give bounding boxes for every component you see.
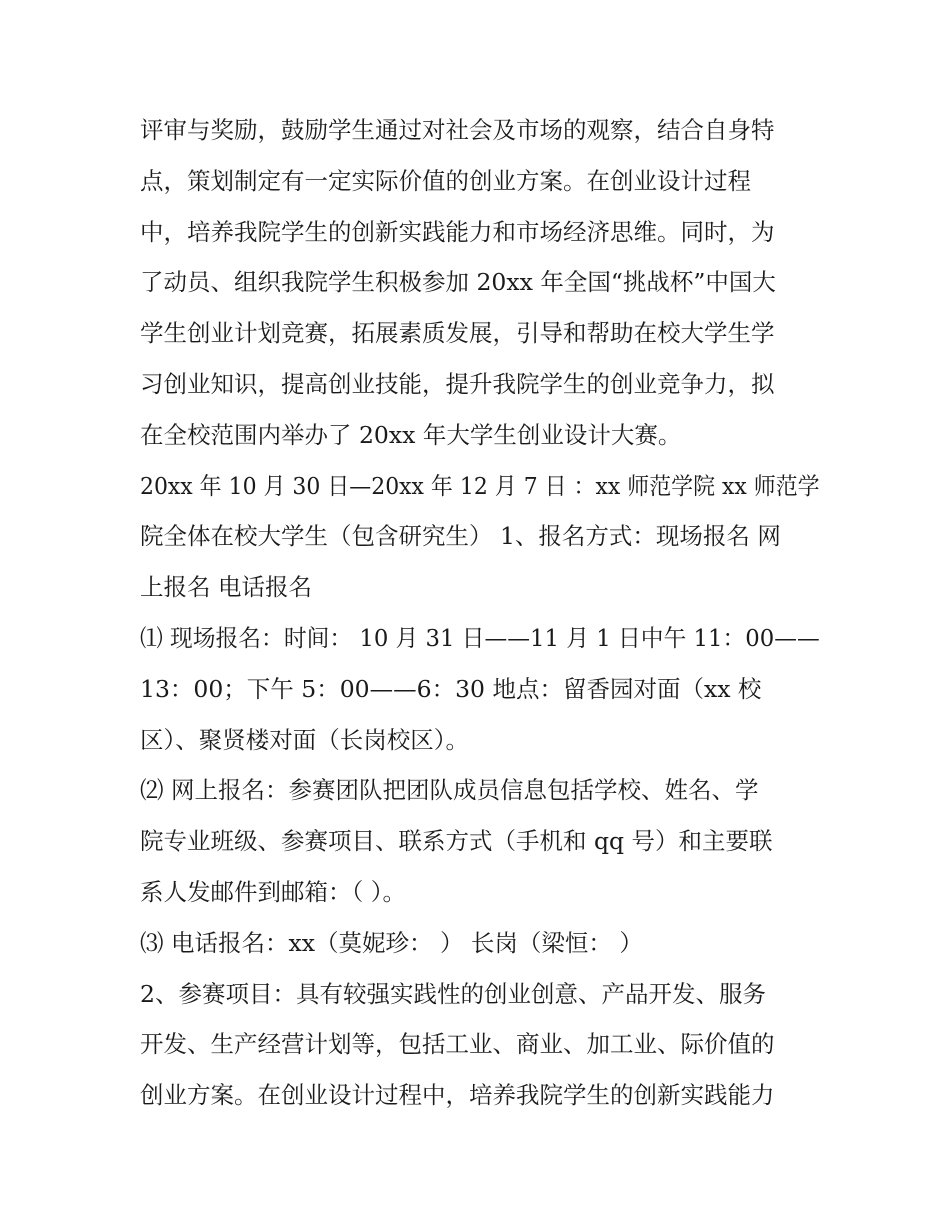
- document-body: [140, 105, 820, 1121]
- text-line: 20xx 年 10 月 30 日—20xx 年 12 月 7 日 ：xx 师范学院 xx 师范学: [140, 471, 820, 500]
- text-line: 院专业班级、参赛项目、联系方式（手机和 qq 号）和主要联: [140, 827, 773, 856]
- text-line: 习创业知识，提高创业技能，提升我院学生的创业竞争力，拟: [140, 369, 775, 398]
- text-line: 在全校范围内举办了 20xx 年大学生创业设计大赛。: [140, 420, 682, 449]
- text-line: 中，培养我院学生的创新实践能力和市场经济思维。同时，为: [140, 217, 775, 246]
- text-line: 评审与奖励，鼓励学生通过对社会及市场的观察，结合自身特: [140, 116, 775, 144]
- text-line: 院全体在校大学生（包含研究生） 1、报名方式：现场报名 网: [140, 522, 781, 551]
- text-line: 2、参赛项目：具有较强实践性的创业创意、产品开发、服务: [140, 979, 766, 1008]
- text-line: ⑶ 电话报名：xx（莫妮珍： ） 长岗（梁恒： ）: [140, 928, 643, 957]
- text-line: 开发、生产经营计划等，包括工业、商业、加工业、际价值的: [140, 1030, 775, 1059]
- text-line: 点，策划制定有一定实际价值的创业方案。在创业设计过程: [140, 166, 751, 195]
- text-line: ⑵ 网上报名：参赛团队把团队成员信息包括学校、姓名、学: [140, 776, 759, 805]
- text-line: 学生创业计划竞赛，拓展素质发展，引导和帮助在校大学生学: [140, 319, 775, 348]
- text-line: ⑴ 现场报名：时间： 10 月 31 日——11 月 1 日中午 11：00——: [140, 623, 820, 652]
- text-line: 了动员、组织我院学生积极参加 20xx 年全国“挑战杯”中国大: [140, 268, 776, 297]
- text-line: 创业方案。在创业设计过程中，培养我院学生的创新实践能力: [140, 1081, 775, 1110]
- text-line: 区）、聚贤楼对面（长岗校区）。: [140, 725, 469, 754]
- text-line: 系人发邮件到邮箱：（ ）。: [140, 877, 406, 906]
- text-line: 上报名 电话报名: [140, 573, 312, 602]
- text-line: 13：00；下午 5：00——6：30 地点：留香园对面（xx 校: [140, 674, 762, 703]
